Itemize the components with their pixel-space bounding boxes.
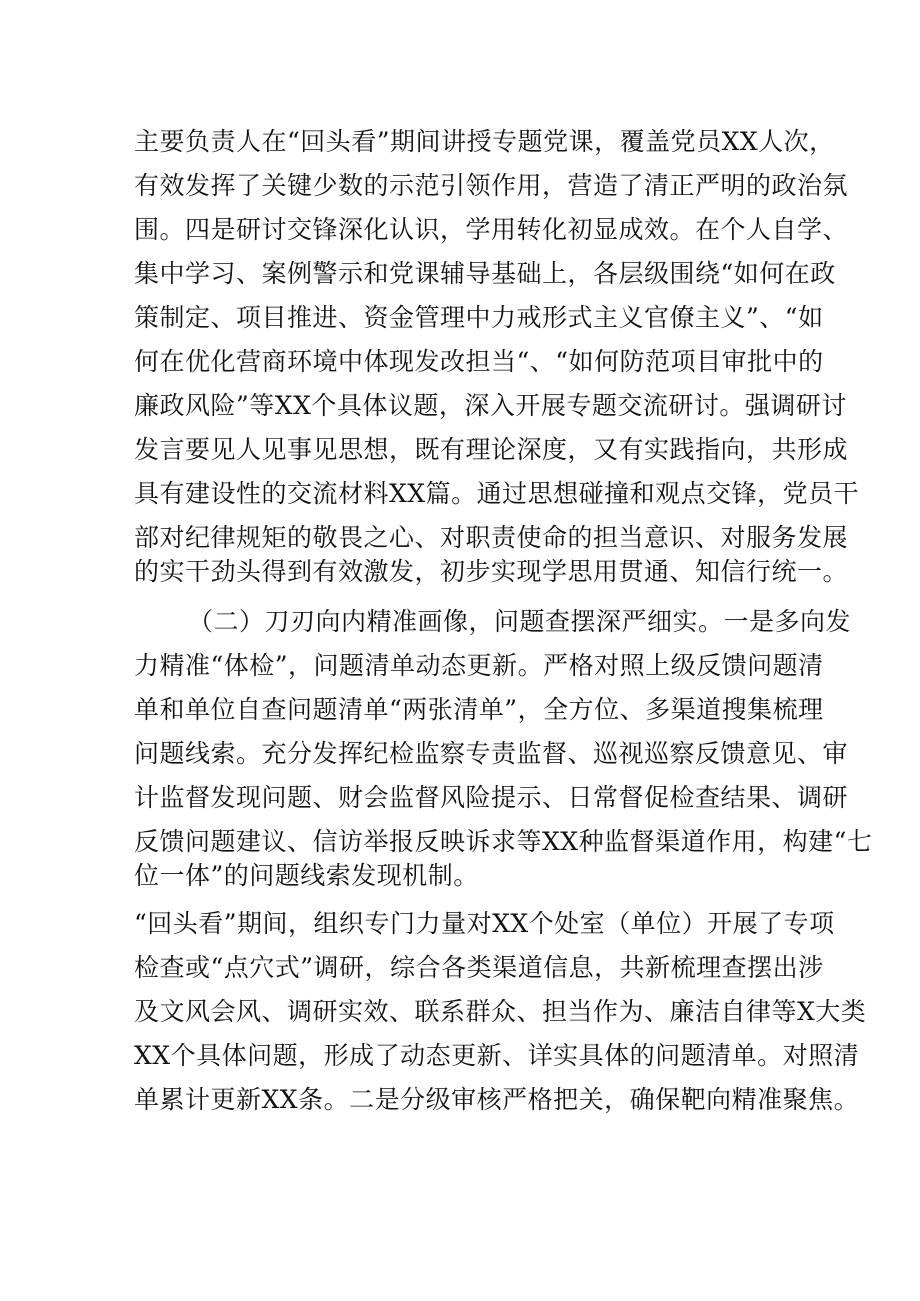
text-line: 策制定、项目推进、资金管理中力戒形式主义官僚主义”、“如 <box>134 303 824 332</box>
text-line: 位一体”的问题线索发现机制。 <box>134 861 479 890</box>
text-line: 反馈问题建议、信访举报反映诉求等XX种监督渠道作用，构建“七 <box>134 827 873 856</box>
text-line: 计监督发现问题、财会监督风险提示、日常督促检查结果、调研 <box>134 783 849 812</box>
text-line: 的实干劲头得到有效激发，初步实现学思用贯通、知信行统一。 <box>134 557 849 586</box>
text-line: 围。四是研讨交锋深化认识，学用转化初显成效。在个人自学、 <box>134 215 849 244</box>
text-line: 部对纪律规矩的敬畏之心、对职责使命的担当意识、对服务发展 <box>134 523 849 552</box>
text-line: 主要负责人在“回头看”期间讲授专题党课，覆盖党员XX人次， <box>134 127 835 156</box>
text-line: 力精准“体检”，问题清单动态更新。严格对照上级反馈问题清 <box>134 651 824 680</box>
text-line: 集中学习、案例警示和党课辅导基础上，各层级围绕“如何在政 <box>134 259 836 288</box>
section-heading-line: （二）刀刃向内精准画像，问题查摆深严细实。一是多向发 <box>188 607 852 636</box>
text-line: 发言要见人见事见思想，既有理论深度，又有实践指向，共形成 <box>134 435 849 464</box>
text-line: 单累计更新XX条。二是分级审核严格把关，确保靶向精准聚焦。 <box>134 1085 860 1114</box>
text-line: 有效发挥了关键少数的示范引领作用，营造了清正严明的政治氛 <box>134 171 849 200</box>
text-line: 检查或“点穴式”调研，综合各类渠道信息，共新梳理查摆出涉 <box>134 953 824 982</box>
text-line: 具有建设性的交流材料XX篇。通过思想碰撞和观点交锋，党员干 <box>134 479 860 508</box>
text-line: 单和单位自查问题清单“两张清单”，全方位、多渠道搜集梳理 <box>134 695 824 724</box>
text-line: 廉政风险”等XX个具体议题，深入开展专题交流研讨。强调研讨 <box>134 391 847 420</box>
text-line: “回头看”期间，组织专门力量对XX个处室（单位）开展了专项 <box>134 909 835 938</box>
text-line: 何在优化营商环境中体现发改担当“、“如何防范项目审批中的 <box>134 347 824 376</box>
text-line: 问题线索。充分发挥纪检监察专责监督、巡视巡察反馈意见、审 <box>134 739 849 768</box>
text-line: XX个具体问题，形成了动态更新、详实具体的问题清单。对照清 <box>134 1041 860 1070</box>
text-line: 及文风会风、调研实效、联系群众、担当作为、廉洁自律等X大类 <box>134 997 867 1026</box>
